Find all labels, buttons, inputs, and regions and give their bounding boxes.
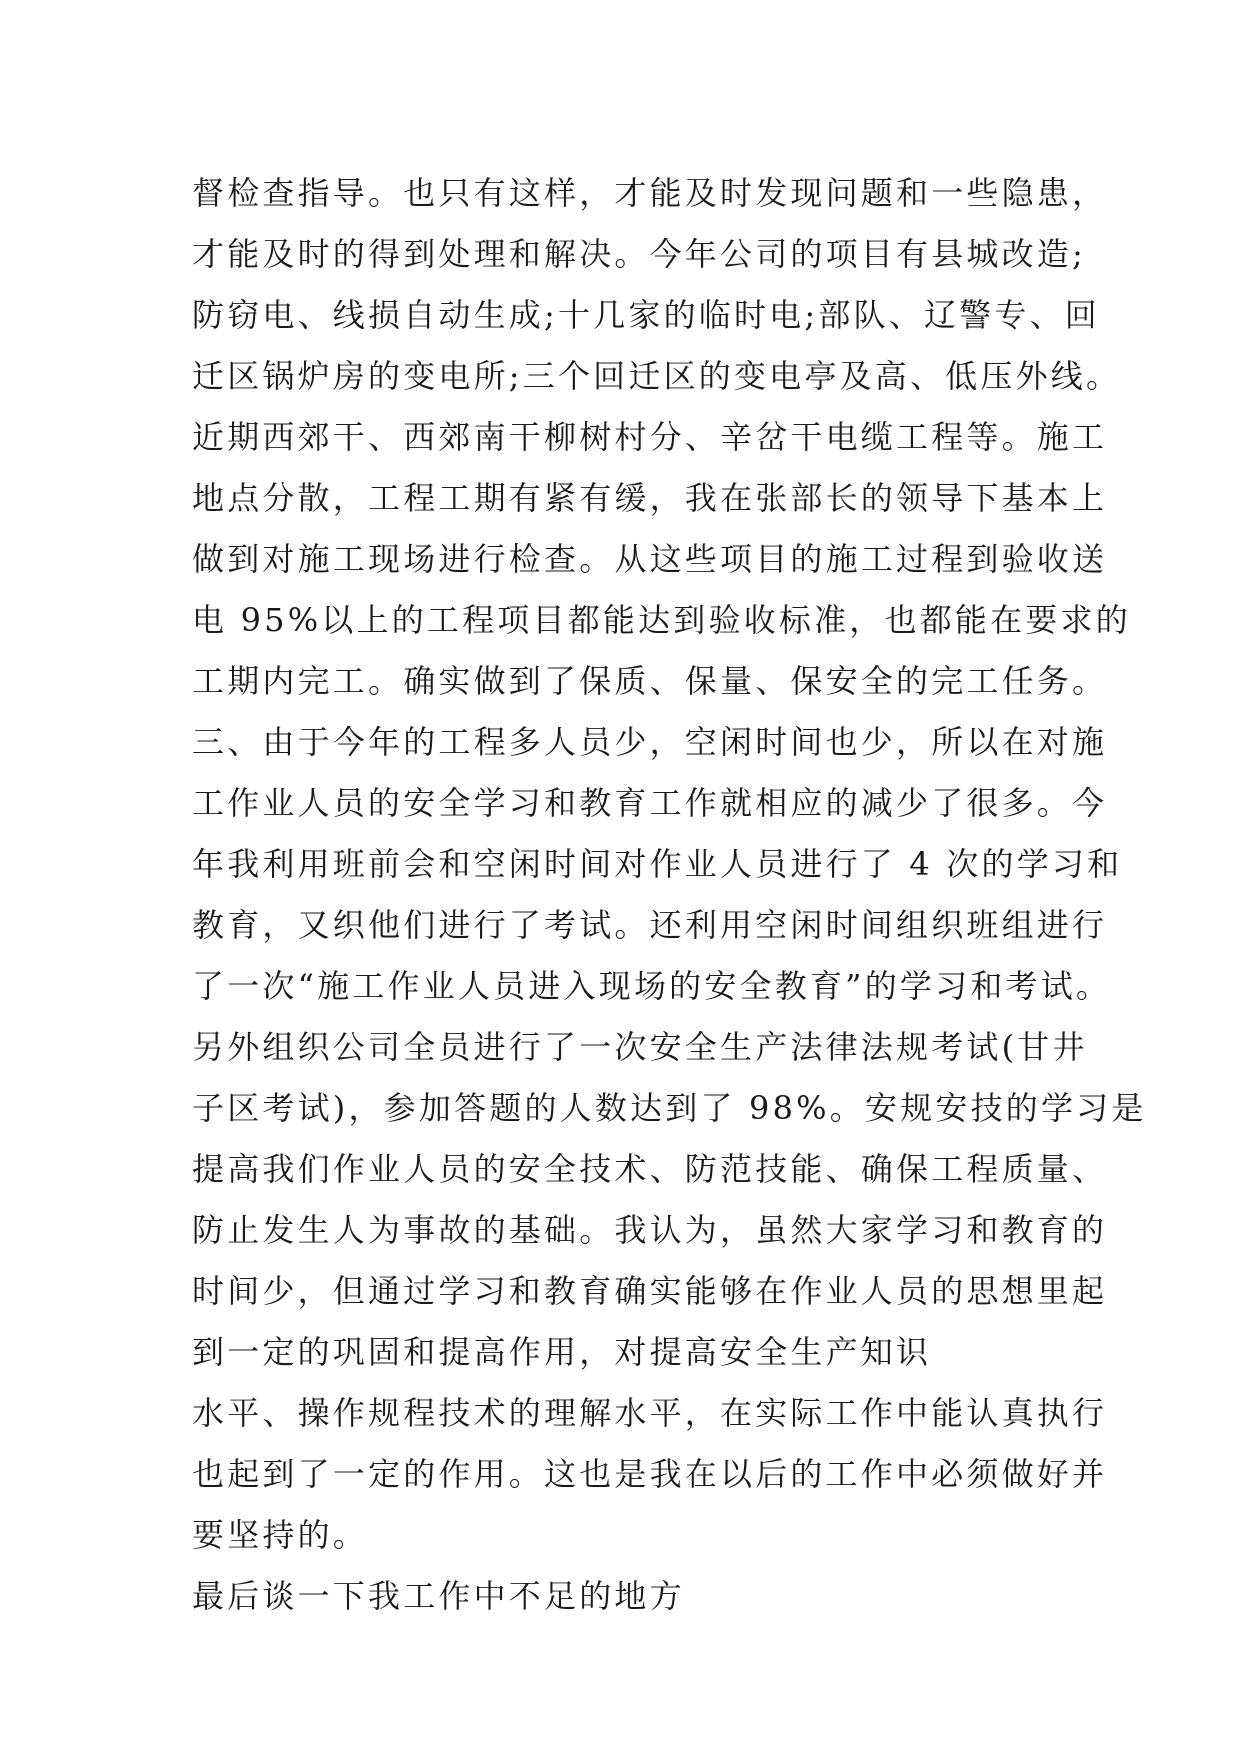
text-line: 地点分散，工程工期有紧有缓，我在张部长的领导下基本上 bbox=[192, 479, 1108, 517]
text-line: 另外组织公司全员进行了一次安全生产法律法规考试(甘井 bbox=[192, 1028, 1088, 1066]
text-line: 也起到了一定的作用。这也是我在以后的工作中必须做好并 bbox=[192, 1455, 1108, 1493]
text-line: 迁区锅炉房的变电所;三个回迁区的变电亭及高、低压外线。 bbox=[192, 357, 1122, 395]
text-line: 工作业人员的安全学习和教育工作就相应的减少了很多。今 bbox=[192, 784, 1108, 822]
text-line: 防止发生人为事故的基础。我认为，虽然大家学习和教育的 bbox=[192, 1211, 1108, 1249]
text-line: 防窃电、线损自动生成;十几家的临时电;部队、辽警专、回 bbox=[192, 296, 1100, 334]
text-line: 子区考试)，参加答题的人数达到了 98%。安规安技的学习是 bbox=[192, 1089, 1147, 1127]
text-line: 了一次“施工作业人员进入现场的安全教育”的学习和考试。 bbox=[192, 967, 1112, 1005]
text-line: 提高我们作业人员的安全技术、防范技能、确保工程质量、 bbox=[192, 1150, 1108, 1188]
text-line: 工期内完工。确实做到了保质、保量、保安全的完工任务。 bbox=[192, 662, 1108, 700]
text-line: 三、由于今年的工程多人员少，空闲时间也少，所以在对施 bbox=[192, 723, 1108, 761]
text-line: 才能及时的得到处理和解决。今年公司的项目有县城改造; bbox=[192, 235, 1086, 273]
text-line: 教育，又织他们进行了考试。还利用空闲时间组织班组进行 bbox=[192, 906, 1108, 944]
text-line: 最后谈一下我工作中不足的地方 bbox=[192, 1577, 685, 1615]
text-line: 要坚持的。 bbox=[192, 1516, 369, 1554]
text-line: 做到对施工现场进行检查。从这些项目的施工过程到验收送 bbox=[192, 540, 1108, 578]
text-line: 到一定的巩固和提高作用，对提高安全生产知识 bbox=[192, 1333, 932, 1371]
text-line: 年我利用班前会和空闲时间对作业人员进行了 4 次的学习和 bbox=[192, 845, 1123, 883]
text-line: 水平、操作规程技术的理解水平，在实际工作中能认真执行 bbox=[192, 1394, 1108, 1432]
document-body bbox=[192, 163, 1147, 1627]
text-line: 近期西郊干、西郊南干柳树村分、辛岔干电缆工程等。施工 bbox=[192, 418, 1108, 456]
text-line: 时间少，但通过学习和教育确实能够在作业人员的思想里起 bbox=[192, 1272, 1108, 1310]
text-line: 督检查指导。也只有这样，才能及时发现问题和一些隐患， bbox=[192, 174, 1108, 212]
text-line: 电 95%以上的工程项目都能达到验收标准，也都能在要求的 bbox=[192, 601, 1131, 639]
